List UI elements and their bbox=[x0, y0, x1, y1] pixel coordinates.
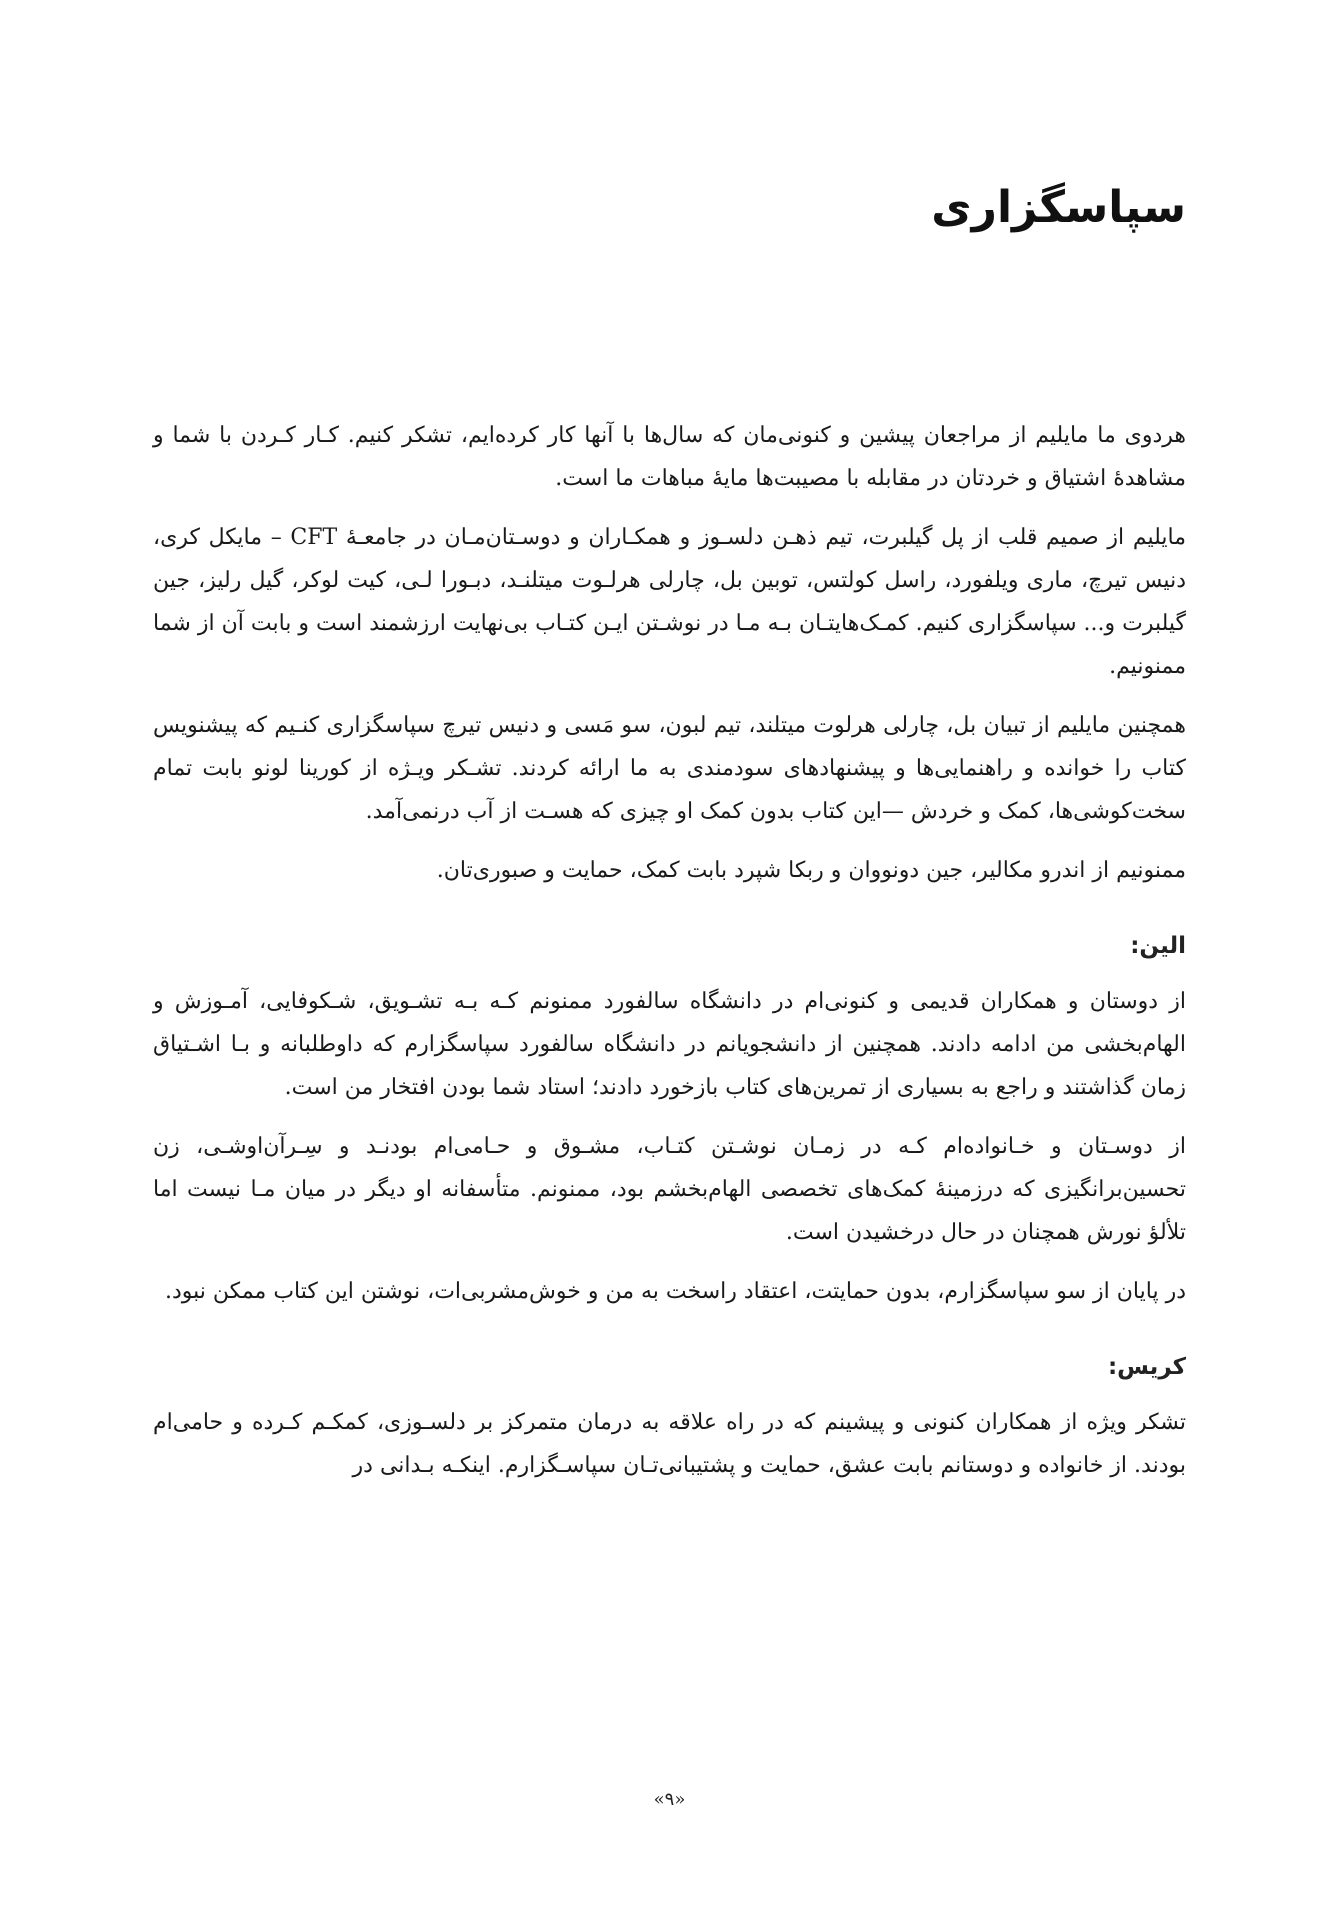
elaine-paragraph-3: در پایان از سو سپاسگزارم، بدون حمایتت، اعتقاد راسخت به من و خوش‌مشربی‌ات، نوشتن این کتاب ممکن نبود. bbox=[165, 1279, 1186, 1304]
intro-paragraph-1: هردوی ما مایلیم از مراجعان پیشین و کنونی‌مان که سال‌ها با آنها کار کرده‌ایم، تشکر کنیم. کـار کـردن با شما و مشاهدهٔ اشتیاق و خردتان در مقابله با مصیبت‌ها مایهٔ مباهات ما است. bbox=[153, 423, 1186, 491]
intro-paragraph-4: ممنونیم از اندرو مکالیر، جین دونووان و ربکا شپرد بابت کمک، حمایت و صبوری‌تان. bbox=[436, 858, 1186, 883]
page-title: سپاسگزاری bbox=[931, 182, 1186, 233]
elaine-paragraph-1: از دوستان و همکاران قدیمی و کنونی‌ام در دانشگاه سالفورد ممنونم کـه بـه تشـویق، شـکوفایی، آمـوزش و الهام‌بخشی من ادامه دادند. همچنین از دانشجویانم در دانشگاه سالفورد سپاسگزارم که داوطلبانه و بـا اشـتیاق زمان گذاشتند و راجع به بسیاری از تمرین‌های کتاب بازخورد دادند؛ استاد شما بودن افتخار من است. bbox=[153, 989, 1186, 1100]
intro-paragraph-2: مایلیم از صمیم قلب از پل گیلبرت، تیم ذهـن دلسـوز و همکـاران و دوسـتان‌مـان در جامعـهٔ CFT – مایکل کری، دنیس تیرچ، ماری ویلفورد، راسل کولتس، توبین بل، چارلی هرلـوت میتلنـد، دبـورا لـی، کیت لوکر، گیل رلیز، جین گیلبرت و... سپاسگزاری کنیم. کمـک‌هایتـان بـه مـا در نوشـتن ایـن کتـاب بی‌نهایت ارزشمند است و بابت آن از شما ممنونیم. bbox=[153, 525, 1186, 679]
elaine-paragraph-2: از دوسـتان و خـانواده‌ام کـه در زمـان نوشـتن کتـاب، مشـوق و حـامی‌ام بودنـد و سِـرآن‌اوشـی، زن تحسین‌برانگیزی که درزمینهٔ کمک‌های تخصصی الهام‌بخشم بود، ممنونم. متأسفانه او دیگر در میان مـا نیست اما تلألؤ نورش همچنان در حال درخشیدن است. bbox=[153, 1134, 1186, 1245]
page-content bbox=[153, 414, 1186, 1503]
intro-paragraph-3: همچنین مایلیم از تبیان بل، چارلی هرلوت میتلند، تیم لبون، سو مَسی و دنیس تیرچ سپاسگزاری کنـیم که پیشنویس کتاب را خوانده و راهنمایی‌ها و پیشنهادهای سودمندی به ما ارائه کردند. تشـکر ویـژه از کورینا لونو بابت تمام سخت‌کوشی‌ها، کمک و خردش —این کتاب بدون کمک او چیزی که هسـت از آب درنمی‌آمد. bbox=[153, 713, 1186, 824]
section-heading-elaine: الین: bbox=[1130, 933, 1186, 959]
section-heading-chris: کریس: bbox=[1107, 1354, 1186, 1380]
chris-paragraph-1: تشکر ویژه از همکاران کنونی و پیشینم که در راه علاقه به درمان متمرکز بر دلسـوزی، کمکـم کـرده و حامی‌ام بودند. از خانواده و دوستانم بابت عشق، حمایت و پشتیبانی‌تـان سپاسـگزارم. اینکـه بـدانی در bbox=[153, 1410, 1186, 1478]
page-number: «۹» bbox=[653, 1789, 686, 1810]
